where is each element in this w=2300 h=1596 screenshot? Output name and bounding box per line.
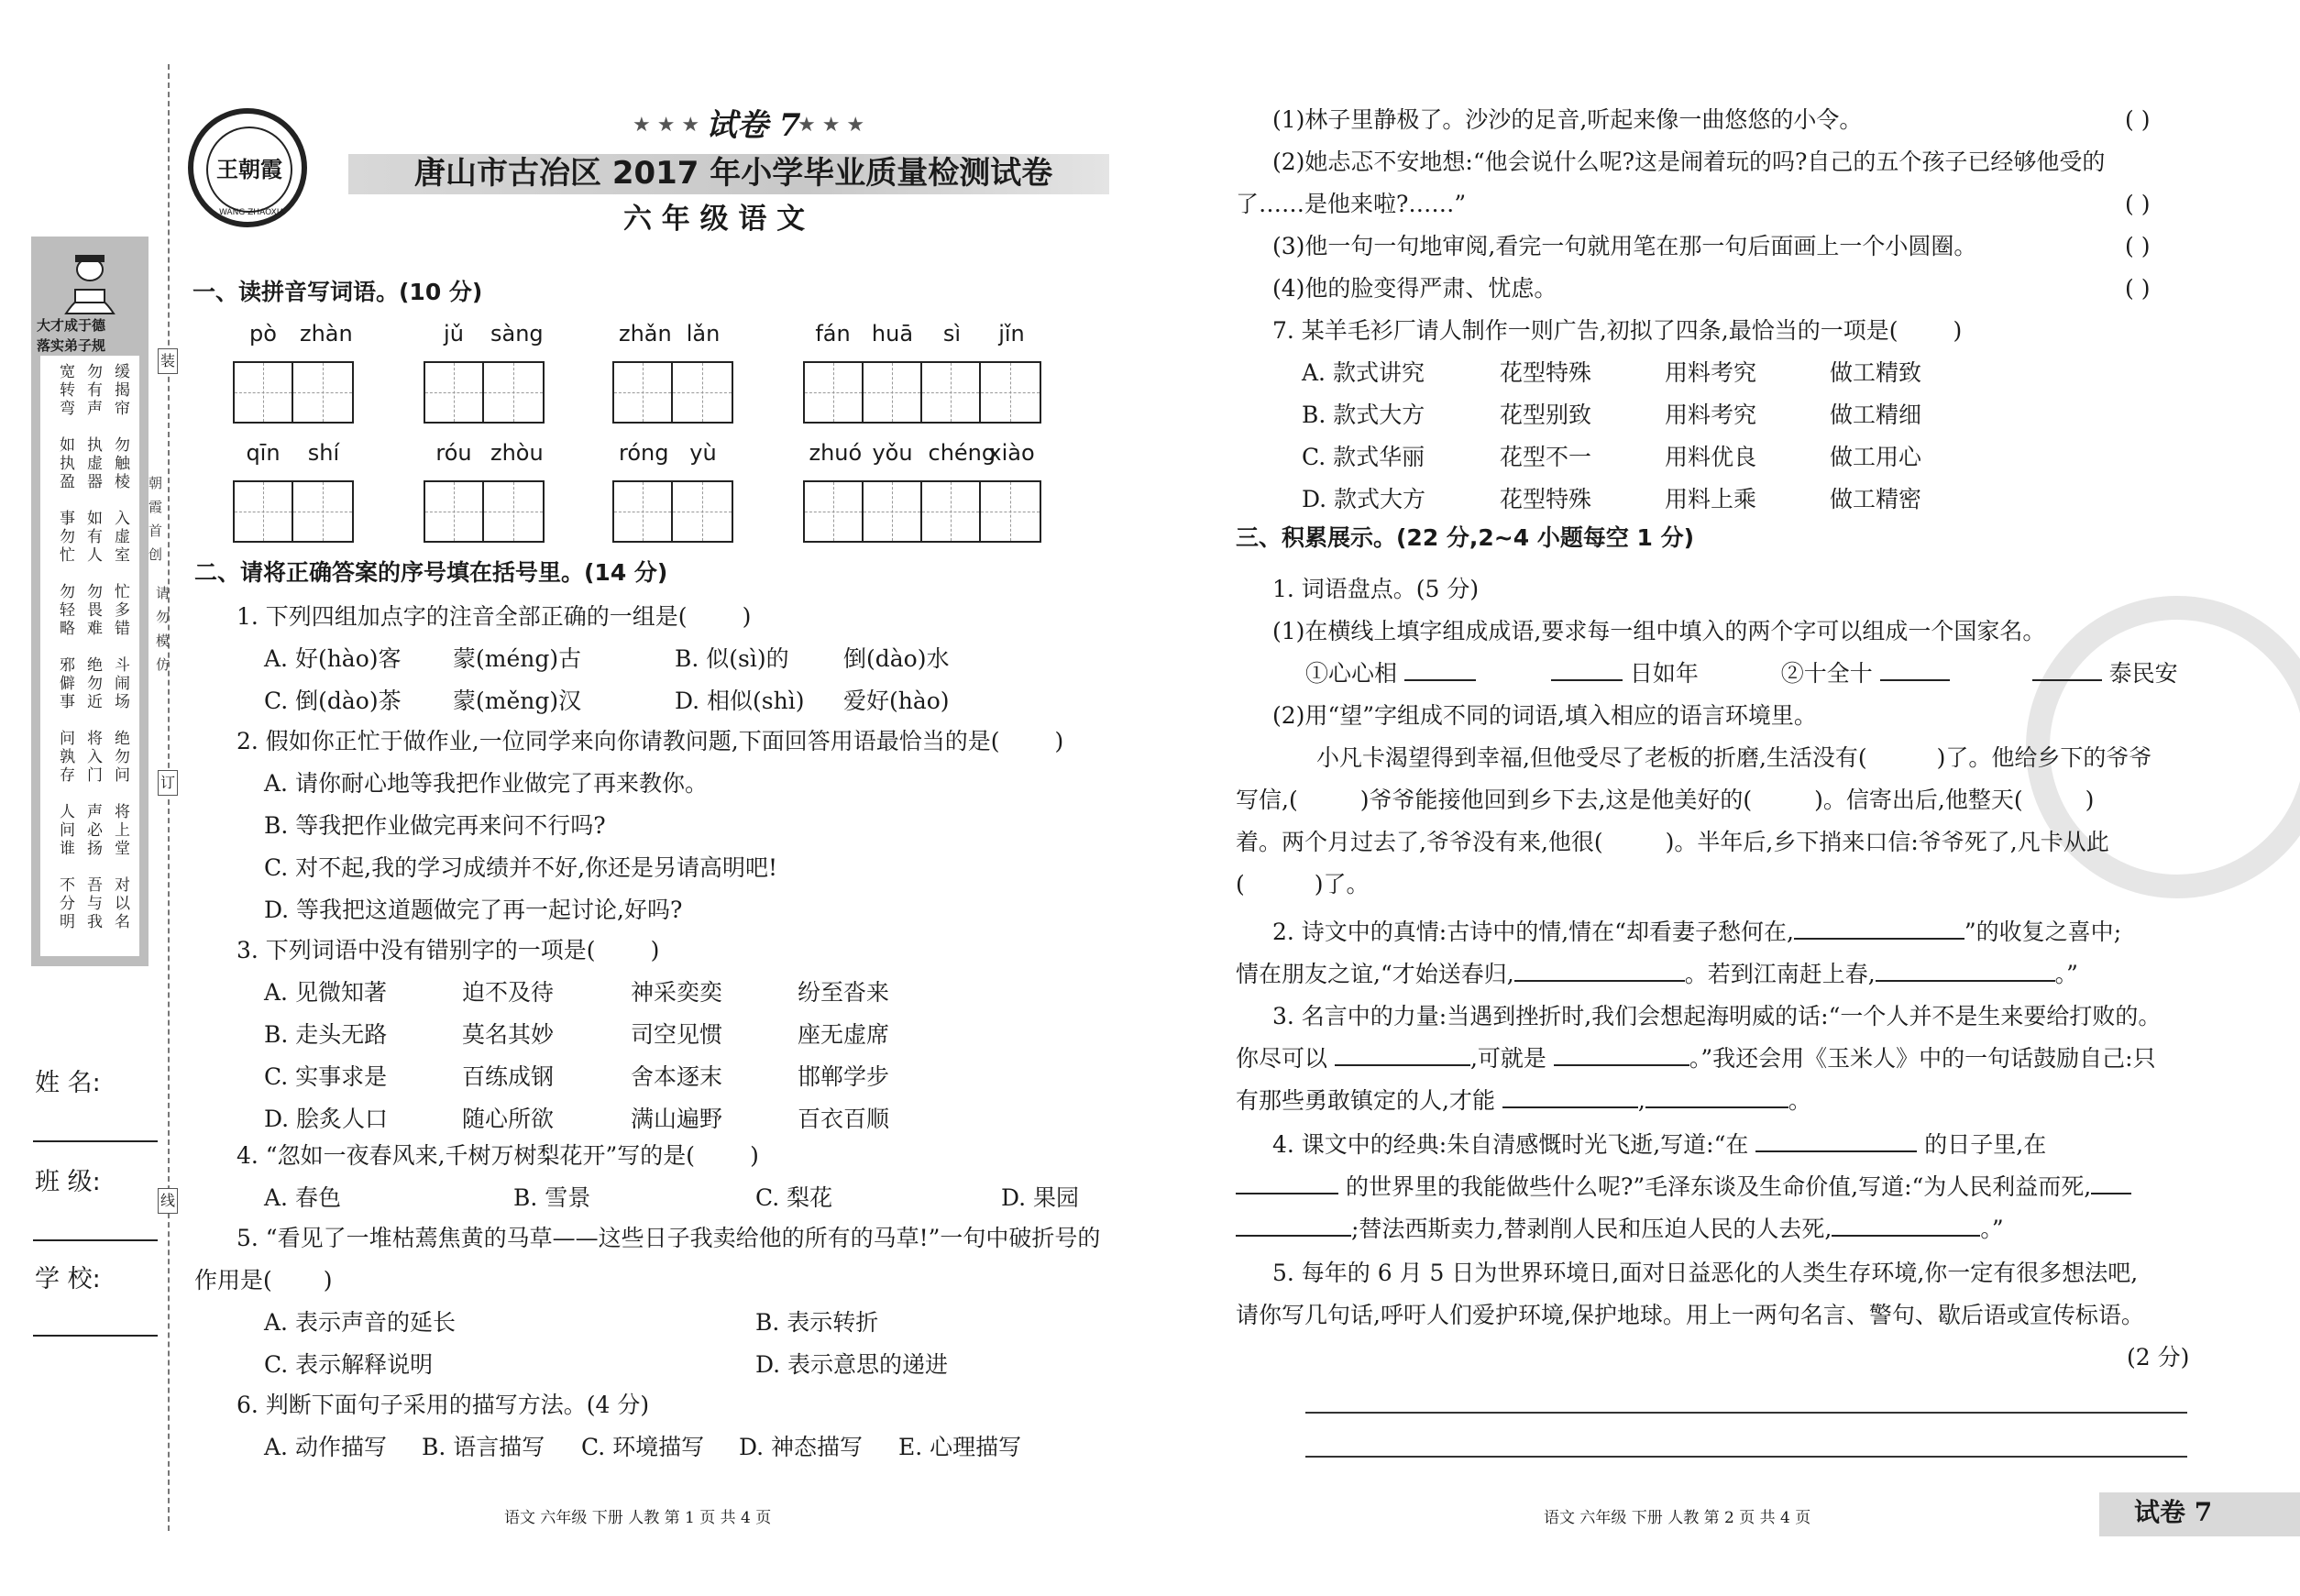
motto-bottom: 落实弟子规	[37, 337, 106, 354]
p2-line1: 2. 诗文中的真情:古诗中的情,情在“却看妻子愁何在, ”的收复之喜中;	[1272, 919, 2122, 945]
q6-option: E. 心理描写	[898, 1434, 1022, 1460]
q3-option-item: 莫名其妙	[462, 1021, 555, 1048]
q7-option-item: 用料考究	[1665, 359, 1757, 386]
side-note-char: 请	[156, 585, 171, 601]
q7-option-item: 用料上乘	[1665, 486, 1757, 512]
p1-part2: (2)用“望”字组成不同的词语,填入相应的语言环境里。	[1272, 702, 1817, 729]
corner-paper-label: 试卷 7	[2134, 1497, 2213, 1527]
q3-option-item: D. 脍炙人口	[264, 1106, 389, 1132]
writing-cell[interactable]	[235, 363, 293, 422]
writing-cell[interactable]	[981, 482, 1040, 541]
name-field[interactable]	[33, 1140, 158, 1142]
p3-line3: 有那些勇敢镇定的人,才能 , 。	[1236, 1087, 1811, 1114]
q2-option: A. 请你耐心地等我把作业做完了再来教你。	[264, 770, 708, 797]
motto-verse: 不分明	[56, 876, 74, 931]
quote-blank[interactable]	[1335, 1044, 1470, 1066]
writing-cell[interactable]	[922, 363, 981, 422]
q5-stem: 5. “看见了一堆枯蔫焦黄的马草——这些日子我卖给他的所有的马草!”一句中破折号的	[237, 1225, 1101, 1251]
q6-sentence-3: (3)他一句一句地审阅,看完一句就用笔在那一句后面画上一个小圆圈。	[1272, 233, 1977, 259]
writing-box-group[interactable]	[612, 361, 733, 424]
q3-option-item: C. 实事求是	[264, 1063, 388, 1090]
side-note-char: 勿	[156, 609, 171, 625]
side-note-char: 模	[156, 633, 171, 649]
writing-cell[interactable]	[864, 363, 922, 422]
p1-passage: ( )了。	[1236, 871, 1370, 897]
page-footer-right: 语文 六年级 下册 人教 第 2 页 共 4 页	[1544, 1509, 1811, 1527]
q6-option: A. 动作描写	[264, 1434, 387, 1460]
q6-sentence-1: (1)林子里静极了。沙沙的足音,听起来像一曲悠悠的小令。	[1272, 106, 1863, 133]
motto-verse: 宽转弯	[56, 363, 74, 418]
scholar-illustration	[48, 249, 132, 315]
q5-option: D. 表示意思的递进	[755, 1351, 949, 1378]
q3-option-item: A. 见微知著	[264, 979, 387, 1006]
exam-subtitle: 六 年 级 语 文	[623, 203, 806, 236]
q3-stem: 3. 下列词语中没有错别字的一项是( )	[237, 937, 660, 963]
p1-passage: 写信,( )爷爷能接他回到乡下去,这是他美好的( )。信寄出后,他整天( )	[1236, 787, 2095, 813]
motto-verse: 勿轻略	[56, 583, 74, 638]
writing-cell[interactable]	[235, 482, 293, 541]
q6-option: B. 语言描写	[422, 1434, 545, 1460]
q6-option: D. 神态描写	[739, 1434, 864, 1460]
writing-box-group[interactable]	[424, 361, 545, 424]
q5-option: C. 表示解释说明	[264, 1351, 434, 1378]
pinyin-syllable: pò	[249, 321, 277, 347]
pinyin-syllable: qīn	[246, 440, 281, 466]
answer-line[interactable]	[1305, 1412, 2187, 1414]
seal-subtext: WANG ZHAOXIA	[219, 208, 285, 217]
writing-cell[interactable]	[805, 482, 864, 541]
motto-verse: 声必扬	[83, 803, 102, 858]
pinyin-syllable: sàng	[490, 321, 544, 347]
q5-stem-cont: 作用是( )	[194, 1267, 333, 1293]
class-field[interactable]	[33, 1239, 158, 1241]
q3-option-item: 司空见惯	[631, 1021, 723, 1048]
pinyin-syllable: lǎn	[686, 321, 721, 347]
writing-cell[interactable]	[864, 482, 922, 541]
q3-option-item: 纷至沓来	[798, 979, 890, 1006]
brand-seal-logo	[188, 108, 307, 227]
motto-panel	[31, 237, 149, 966]
motto-verse-area	[40, 356, 139, 956]
pinyin-syllable: zhàn	[300, 321, 353, 347]
motto-top: 大才成于德	[37, 317, 106, 334]
p2-line2: 情在朋友之谊,“才始送春归, 。若到江南赶上春, 。”	[1236, 961, 2078, 987]
star-decoration-left: ★ ★ ★	[633, 114, 700, 137]
idiom-blank[interactable]	[2032, 659, 2102, 681]
motto-verse: 勿畏难	[83, 583, 102, 638]
motto-verse: 忙多错	[111, 583, 129, 638]
classic-blank[interactable]	[1236, 1215, 1351, 1237]
q6-stem: 6. 判断下面句子采用的描写方法。(4 分)	[237, 1392, 650, 1418]
pinyin-syllable: huā	[871, 321, 914, 347]
writing-cell[interactable]	[673, 363, 732, 422]
q2-option: D. 等我把这道题做完了再一起讨论,好吗?	[264, 897, 683, 923]
q2-stem: 2. 假如你正忙于做作业,一位同学来向你请教问题,下面回答用语最恰当的是( )	[237, 728, 1064, 754]
q4-option: D. 果园	[1001, 1184, 1080, 1211]
q1-option-a: A. 好(hào)客	[264, 645, 402, 672]
q1-option-a2: 蒙(méng)古	[453, 645, 582, 672]
p3-line2: 你尽可以 ,可就是 。”我还会用《玉米人》中的一句话鼓励自己:只	[1236, 1045, 2156, 1072]
q4-option: B. 雪景	[513, 1184, 591, 1211]
motto-verse: 将上堂	[111, 803, 129, 858]
motto-verse: 绝勿问	[111, 730, 129, 785]
pinyin-syllable: xiào	[988, 440, 1035, 466]
answer-line[interactable]	[1305, 1456, 2187, 1458]
writing-cell[interactable]	[673, 482, 732, 541]
q1-option-c2: 蒙(měng)汉	[453, 688, 582, 714]
q3-option-item: 舍本逐末	[631, 1063, 723, 1090]
q6-option: C. 环境描写	[581, 1434, 705, 1460]
pinyin-syllable: fán	[815, 321, 851, 347]
writing-cell[interactable]	[293, 482, 352, 541]
q3-option-item: 神采奕奕	[631, 979, 723, 1006]
q7-option-item: A. 款式讲究	[1302, 359, 1425, 386]
q1-option-d: D. 相似(shì)	[675, 688, 805, 714]
p1-passage: 小凡卡渴望得到幸福,但他受尽了老板的折磨,生活没有( )了。他给乡下的爷爷	[1316, 744, 2152, 771]
q7-option-item: 用料优良	[1665, 444, 1757, 470]
writing-cell[interactable]	[981, 363, 1040, 422]
quote-blank[interactable]	[1502, 1086, 1638, 1108]
classic-blank[interactable]	[1755, 1130, 1917, 1152]
q4-stem: 4. “忽如一夜春风来,千树万树梨花开”写的是( )	[237, 1142, 759, 1169]
idiom-fill-row: ①心心相 日如年 ②十全十 泰民安	[1305, 660, 2178, 687]
q1-option-b: B. 似(sì)的	[675, 645, 789, 672]
motto-verse: 如有人	[83, 510, 102, 565]
writing-cell[interactable]	[425, 482, 484, 541]
paper-badge: 试卷 7	[706, 107, 801, 144]
q2-option: B. 等我把作业做完再来问不行吗?	[264, 812, 606, 839]
pinyin-syllable: zhuó	[809, 440, 863, 466]
motto-verse: 入虚室	[111, 510, 129, 565]
pinyin-syllable: zhòu	[490, 440, 544, 466]
motto-verse: 人问谁	[56, 803, 74, 858]
q6-sentence-2-cont: 了……是他来啦?……”	[1236, 191, 1467, 217]
motto-verse: 如执盈	[56, 436, 74, 491]
pinyin-syllable: yù	[689, 440, 717, 466]
side-note-char: 朝	[149, 475, 163, 491]
q6-sentence-2: (2)她忐忑不安地想:“他会说什么呢?这是闹着玩的吗?自己的五个孩子已经够他受的	[1272, 149, 2106, 175]
writing-box-group[interactable]	[612, 480, 733, 543]
pinyin-syllable: sì	[942, 321, 962, 347]
q3-option-item: 百衣百顺	[798, 1106, 890, 1132]
writing-box-group[interactable]	[803, 361, 1041, 424]
q1-stem: 1. 下列四组加点字的注音全部正确的一组是( )	[237, 603, 752, 630]
motto-verse: 绝勿近	[83, 656, 102, 711]
school-field[interactable]	[33, 1335, 158, 1337]
q4-option: A. 春色	[264, 1184, 341, 1211]
name-label: 姓 名:	[35, 1069, 101, 1097]
binding-mark: 装	[158, 348, 178, 374]
motto-verse: 将入门	[83, 730, 102, 785]
section3-heading: 三、积累展示。(22 分,2~4 小题每空 1 分)	[1236, 524, 1695, 551]
motto-verse: 斗闹场	[111, 656, 129, 711]
binding-mark: 线	[158, 1188, 178, 1214]
q7-option-item: 花型不一	[1500, 444, 1592, 470]
q1-option-d2: 爱好(hào)	[843, 688, 950, 714]
writing-box-group[interactable]	[233, 361, 354, 424]
classic-blank[interactable]	[1832, 1215, 1980, 1237]
motto-verse: 勿触棱	[111, 436, 129, 491]
q2-option: C. 对不起,我的学习成绩并不好,你还是另请高明吧!	[264, 854, 778, 881]
writing-box-group[interactable]	[233, 480, 354, 543]
motto-verse: 吾与我	[83, 876, 102, 931]
p5-line1: 5. 每年的 6 月 5 日为世界环境日,面对日益恶化的人类生存环境,你一定有很多想法吧,	[1272, 1260, 2139, 1286]
idiom-blank[interactable]	[1404, 659, 1476, 681]
q5-option: A. 表示声音的延长	[264, 1309, 456, 1336]
star-decoration-right: ★ ★ ★	[798, 114, 865, 137]
q7-option-item: 花型特殊	[1500, 359, 1592, 386]
q3-option-item: 满山遍野	[631, 1106, 723, 1132]
side-note-char: 首	[149, 523, 163, 539]
writing-cell[interactable]	[425, 363, 484, 422]
quote-blank[interactable]	[1645, 1086, 1788, 1108]
side-note-char: 霞	[149, 499, 163, 515]
p1-heading: 1. 词语盘点。(5 分)	[1272, 576, 1480, 602]
q7-stem: 7. 某羊毛衫厂请人制作一则广告,初拟了四条,最恰当的一项是( )	[1272, 317, 1963, 344]
writing-cell[interactable]	[484, 363, 543, 422]
q6-answer-bracket[interactable]: ( )	[2125, 191, 2151, 217]
q3-option-item: 随心所欲	[462, 1106, 555, 1132]
p1-passage: 着。两个月过去了,爷爷没有来,他很( )。半年后,乡下捎来口信:爷爷死了,凡卡从此	[1236, 829, 2109, 855]
motto-verse: 事勿忙	[56, 510, 74, 565]
writing-cell[interactable]	[484, 482, 543, 541]
writing-cell[interactable]	[293, 363, 352, 422]
exam-title: 唐山市古冶区 2017 年小学毕业质量检测试卷	[414, 155, 1053, 192]
side-note-char: 仿	[156, 656, 171, 673]
q7-option-item: C. 款式华丽	[1302, 444, 1425, 470]
q6-answer-bracket[interactable]: ( )	[2125, 106, 2151, 133]
q4-option: C. 梨花	[755, 1184, 833, 1211]
pinyin-syllable: jǔ	[444, 321, 464, 347]
binding-dashed-line	[168, 64, 170, 1531]
motto-verse: 对以名	[111, 876, 129, 931]
side-note-char: 创	[149, 546, 163, 563]
quote-blank[interactable]	[1554, 1044, 1689, 1066]
seal-text: 王朝霞	[206, 127, 292, 213]
q3-option-item: 百练成钢	[462, 1063, 555, 1090]
q6-answer-bracket[interactable]: ( )	[2125, 233, 2151, 259]
q6-answer-bracket[interactable]: ( )	[2125, 275, 2151, 302]
writing-cell[interactable]	[805, 363, 864, 422]
writing-cell[interactable]	[614, 482, 673, 541]
p4-line1: 4. 课文中的经典:朱自清感慨时光飞逝,写道:“在 的日子里,在	[1272, 1131, 2047, 1158]
p1-part1: (1)在横线上填字组成成语,要求每一组中填入的两个字可以组成一个国家名。	[1272, 618, 2046, 644]
motto-verse: 邪僻事	[56, 656, 74, 711]
page-footer-left: 语文 六年级 下册 人教 第 1 页 共 4 页	[504, 1509, 772, 1527]
pinyin-syllable: chéng	[928, 440, 996, 466]
writing-cell[interactable]	[614, 363, 673, 422]
poem-blank[interactable]	[1876, 960, 2055, 982]
p4-line2: 的世界里的我能做些什么呢?”毛泽东谈及生命价值,写道:“为人民利益而死,	[1236, 1166, 2131, 1208]
q1-option-c: C. 倒(dào)茶	[264, 688, 402, 714]
idiom-blank[interactable]	[1880, 659, 1950, 681]
q3-option-item: B. 走头无路	[264, 1021, 388, 1048]
section2-heading: 二、请将正确答案的序号填在括号里。(14 分)	[194, 559, 668, 586]
motto-verse: 问孰存	[56, 730, 74, 785]
pinyin-syllable: róu	[435, 440, 472, 466]
motto-verse: 缓揭帘	[111, 363, 129, 418]
q7-option-item: 花型特殊	[1500, 486, 1592, 512]
q7-option-item: B. 款式大方	[1302, 402, 1425, 428]
q3-option-item: 邯郸学步	[798, 1063, 890, 1090]
pinyin-syllable: yǒu	[872, 440, 913, 466]
poem-blank[interactable]	[1514, 960, 1685, 982]
writing-box-group[interactable]	[424, 480, 545, 543]
q6-sentence-4: (4)他的脸变得严肃、忧虑。	[1272, 275, 1557, 302]
p5-score: (2 分)	[2127, 1344, 2190, 1370]
school-label: 学 校:	[35, 1265, 101, 1293]
writing-box-group[interactable]	[803, 480, 1041, 543]
binding-mark: 订	[158, 770, 178, 796]
p5-line2: 请你写几句话,呼吁人们爱护环境,保护地球。用上一两句名言、警句、歇后语或宣传标语。	[1236, 1302, 2144, 1328]
q7-option-item: 做工精细	[1830, 402, 1922, 428]
q5-option: B. 表示转折	[755, 1309, 879, 1336]
classic-blank[interactable]	[1236, 1172, 1338, 1194]
section1-heading: 一、读拼音写词语。(10 分)	[193, 279, 483, 305]
q3-option-item: 座无虚席	[798, 1021, 890, 1048]
q1-option-b2: 倒(dào)水	[843, 645, 950, 672]
q7-option-item: 花型别致	[1500, 402, 1592, 428]
p4-line3: ;替法西斯卖力,替剥削人民和压迫人民的人去死, 。”	[1236, 1208, 2004, 1250]
classic-blank[interactable]	[2091, 1172, 2131, 1194]
idiom-blank[interactable]	[1551, 659, 1623, 681]
pinyin-syllable: zhǎn	[619, 321, 672, 347]
motto-verse: 勿有声	[83, 363, 102, 418]
p3-line1: 3. 名言中的力量:当遇到挫折时,我们会想起海明威的话:“一个人并不是生来要给打败的。	[1272, 1003, 2162, 1029]
q7-option-item: 做工精密	[1830, 486, 1922, 512]
q7-option-item: 做工精致	[1830, 359, 1922, 386]
q7-option-item: 用料考究	[1665, 402, 1757, 428]
pinyin-syllable: shí	[307, 440, 340, 466]
motto-verse: 执虚器	[83, 436, 102, 491]
poem-blank[interactable]	[1794, 918, 1964, 940]
q7-option-item: D. 款式大方	[1302, 486, 1426, 512]
writing-cell[interactable]	[922, 482, 981, 541]
pinyin-syllable: róng	[619, 440, 669, 466]
q3-option-item: 迫不及待	[462, 979, 555, 1006]
class-label: 班 级:	[35, 1168, 101, 1196]
q7-option-item: 做工用心	[1830, 444, 1922, 470]
pinyin-syllable: jǐn	[998, 321, 1025, 347]
